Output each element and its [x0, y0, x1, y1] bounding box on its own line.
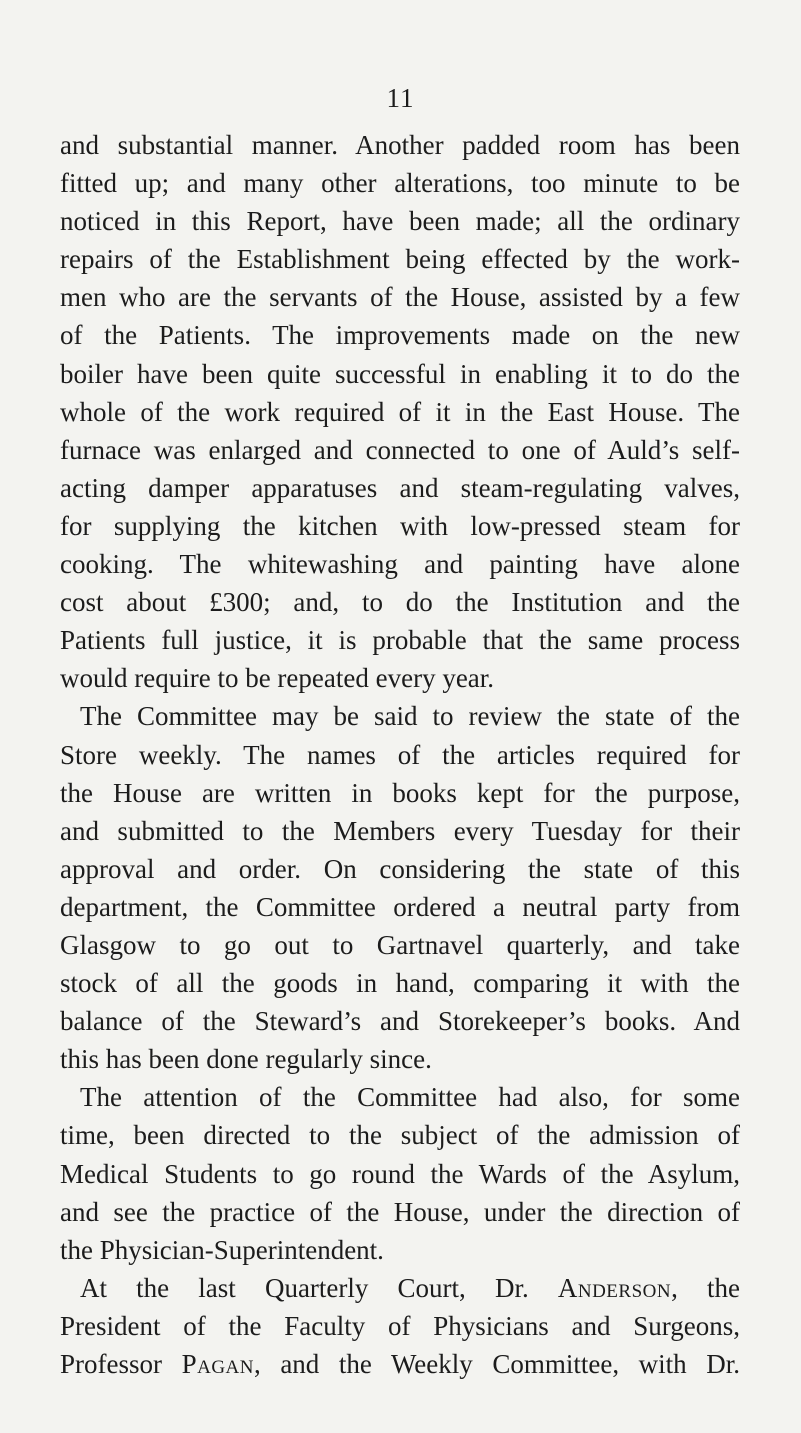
text-line: the House are written in books kept for the purpose,: [60, 777, 740, 808]
text-run: At the last Quarterly Court, Dr.: [80, 1272, 558, 1303]
text-line: balance of the Steward’s and Storekeeper’s books. And: [60, 1006, 740, 1037]
text-line: acting damper apparatuses and steam-regulating valves,: [60, 472, 740, 503]
text-line: cooking. The whitewashing and painting have alone: [60, 549, 740, 580]
text-run: , the: [671, 1272, 740, 1303]
text-line: Glasgow to go out to Gartnavel quarterly, and take: [60, 929, 740, 960]
text-line: furnace was enlarged and connected to one of Auld’s self-: [60, 434, 740, 465]
text-line: stock of all the goods in hand, comparing it with the: [60, 968, 740, 999]
text-line: department, the Committee ordered a neutral party from: [60, 891, 740, 922]
text-line: boiler have been quite successful in enabling it to do the: [60, 358, 740, 389]
text-line: approval and order. On considering the state of this: [60, 853, 740, 884]
text-line: men who are the servants of the House, assisted by a few: [60, 282, 740, 313]
text-line: and substantial manner. Another padded room has been: [60, 130, 740, 160]
text-run: , and the Weekly Committee, with Dr.: [253, 1349, 740, 1379]
text-line: repairs of the Establishment being effected by the work-: [60, 244, 740, 275]
paragraph-end-line: would require to be repeated every year.: [60, 663, 495, 694]
text-line: [60, 1345, 740, 1383]
text-run: Professor: [60, 1349, 182, 1379]
text-line: cost about £300; and, to do the Institution and the: [60, 587, 740, 618]
paragraph-start-line: [60, 1269, 740, 1307]
text-line: noticed in this Report, have been made; all the ordinary: [60, 206, 740, 237]
paragraph-end-line: the Physician-Superintendent.: [60, 1234, 384, 1265]
page-number: 11: [386, 83, 415, 113]
text-line: Store weekly. The names of the articles required for: [60, 739, 740, 770]
text-line: Medical Students to go round the Wards of the Asylum,: [60, 1158, 740, 1189]
text-line: fitted up; and many other alterations, too minute to be: [60, 168, 740, 199]
paragraph-start-line: The Committee may be said to review the state of the: [80, 701, 740, 732]
text-line: and submitted to the Members every Tuesday for their: [60, 815, 740, 846]
text-line: Patients full justice, it is probable that the same process: [60, 625, 740, 656]
small-caps-name: Pagan: [181, 1349, 254, 1379]
text-line: whole of the work required of it in the East House. The: [60, 396, 740, 427]
paragraph-start-line: The attention of the Committee had also, for some: [80, 1082, 740, 1113]
text-line: for supplying the kitchen with low-pressed steam for: [60, 510, 740, 541]
paragraph-end-line: this has been done regularly since.: [60, 1044, 432, 1075]
text-line: of the Patients. The improvements made on the new: [60, 320, 740, 351]
text-line: time, been directed to the subject of the admission of: [60, 1120, 740, 1151]
text-line: President of the Faculty of Physicians and Surgeons,: [60, 1310, 740, 1341]
text-line: and see the practice of the House, under the direction of: [60, 1196, 740, 1227]
small-caps-name: Anderson: [557, 1272, 672, 1303]
body-text: [60, 126, 740, 1383]
